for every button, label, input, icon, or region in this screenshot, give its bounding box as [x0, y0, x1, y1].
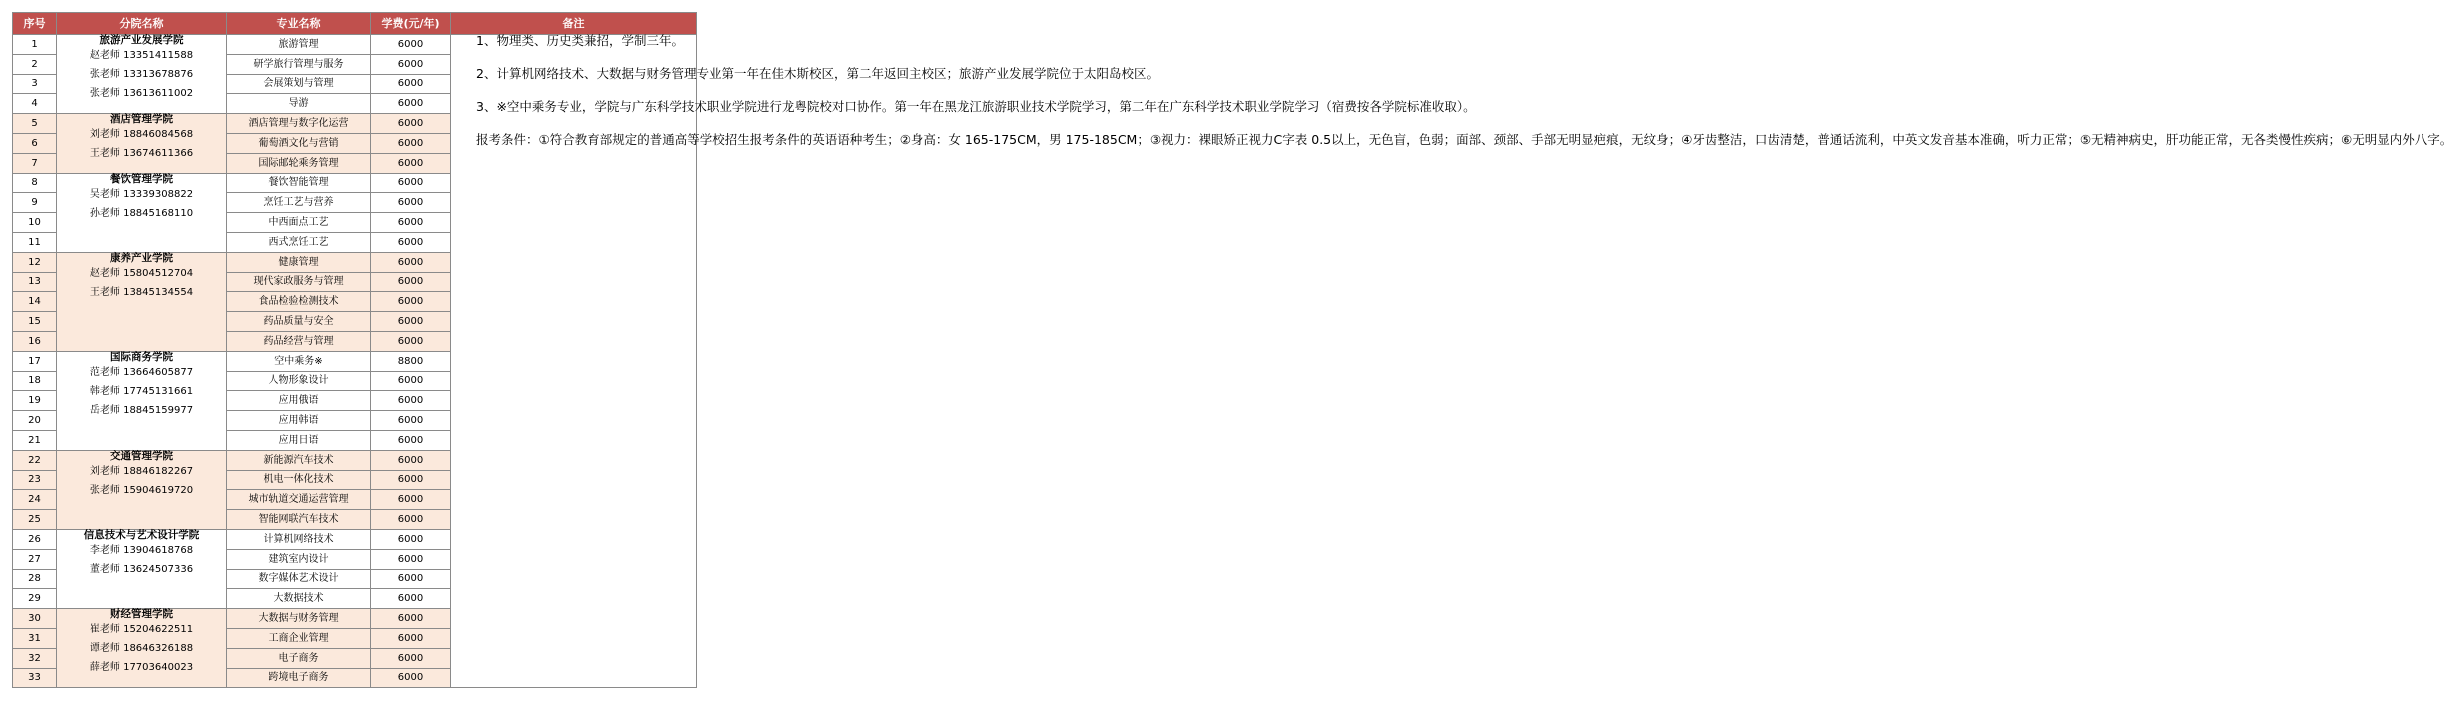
major-name: 导游	[227, 94, 371, 114]
major-name: 智能网联汽车技术	[227, 510, 371, 530]
major-name: 食品检验检测技术	[227, 292, 371, 312]
tuition-fee: 6000	[371, 252, 451, 272]
header-fee: 学费(元/年)	[371, 13, 451, 35]
college-name: 国际商务学院	[110, 350, 173, 363]
row-index: 27	[13, 549, 57, 569]
college-name: 交通管理学院	[110, 449, 173, 462]
notes-paragraph-p1: 1、物理类、历史类兼招，学制三年。	[476, 33, 684, 48]
header-row	[13, 13, 697, 35]
row-index: 29	[13, 589, 57, 609]
tuition-fee: 6000	[371, 35, 451, 55]
tuition-fee: 6000	[371, 173, 451, 193]
tuition-fee: 6000	[371, 133, 451, 153]
row-index: 12	[13, 252, 57, 272]
major-name: 中西面点工艺	[227, 213, 371, 233]
table-body	[13, 33, 2452, 688]
college-contact: 王老师 13674611366	[89, 148, 194, 160]
row-index: 3	[13, 74, 57, 94]
major-name: 葡萄酒文化与营销	[227, 133, 371, 153]
tuition-fee: 8800	[371, 351, 451, 371]
tuition-fee: 6000	[371, 411, 451, 431]
header-major: 专业名称	[227, 13, 371, 35]
major-name: 研学旅行管理与服务	[227, 54, 371, 74]
notes-paragraph-p4: 报考条件：①符合教育部规定的普通高等学校招生报考条件的英语语种考生；②身高：女 165-175CM，男 175-185CM；③视力：裸眼矫正视力C字表 0.5以上，无色盲，色弱；面部、颈部、手部无明显疤痕，无纹身；④牙齿整洁，口齿清楚，普通话流利，中英文发音基本准确，听力正常；⑤无精神病史，肝功能正常，无各类慢性疾病；⑥无明显内外八字。	[476, 132, 2452, 147]
row-index: 11	[13, 232, 57, 252]
row-index: 16	[13, 331, 57, 351]
tuition-fee: 6000	[371, 94, 451, 114]
major-name: 餐饮智能管理	[227, 173, 371, 193]
college-contact: 孙老师 18845168110	[89, 207, 194, 219]
major-name: 药品质量与安全	[227, 312, 371, 332]
tuition-fee: 6000	[371, 331, 451, 351]
tuition-fee: 6000	[371, 272, 451, 292]
major-name: 新能源汽车技术	[227, 450, 371, 470]
table-row	[13, 35, 697, 55]
row-index: 19	[13, 391, 57, 411]
row-index: 25	[13, 510, 57, 530]
row-index: 10	[13, 213, 57, 233]
admissions-table	[12, 12, 2452, 688]
row-index: 23	[13, 470, 57, 490]
college-name: 财经管理学院	[110, 608, 173, 621]
row-index: 1	[13, 35, 57, 55]
college-contact: 李老师 13904618768	[89, 544, 194, 556]
major-name: 旅游管理	[227, 35, 371, 55]
major-name: 跨境电子商务	[227, 668, 371, 688]
tuition-fee: 6000	[371, 470, 451, 490]
tuition-fee: 6000	[371, 569, 451, 589]
college-contact: 吴老师 13339308822	[89, 188, 194, 200]
college-name: 康养产业学院	[110, 251, 173, 264]
major-name: 应用俄语	[227, 391, 371, 411]
major-name: 电子商务	[227, 648, 371, 668]
major-name: 大数据技术	[227, 589, 371, 609]
college-contact: 薛老师 17703640023	[89, 662, 194, 674]
college-contact: 王老师 13845134554	[89, 286, 194, 298]
college-name: 酒店管理学院	[110, 113, 173, 126]
college-contact: 张老师 13313678876	[89, 69, 194, 80]
college-name: 信息技术与艺术设计学院	[83, 528, 200, 541]
major-name: 建筑室内设计	[227, 549, 371, 569]
row-index: 20	[13, 411, 57, 431]
major-name: 空中乘务※	[227, 351, 371, 371]
major-name: 健康管理	[227, 252, 371, 272]
college-contact: 崔老师 15204622511	[89, 624, 194, 636]
college-cell	[57, 450, 227, 529]
major-name: 应用日语	[227, 430, 371, 450]
major-name: 酒店管理与数字化运营	[227, 114, 371, 134]
notes-paragraph-p2: 2、计算机网络技术、大数据与财务管理专业第一年在佳木斯校区，第二年返回主校区；旅游产业发展学院位于太阳岛校区。	[476, 66, 1159, 81]
row-index: 24	[13, 490, 57, 510]
header-college: 分院名称	[57, 13, 227, 35]
college-name: 旅游产业发展学院	[99, 34, 184, 46]
college-contact: 岳老师 18845159977	[89, 404, 194, 416]
major-name: 应用韩语	[227, 411, 371, 431]
tuition-fee: 6000	[371, 312, 451, 332]
header-index: 序号	[13, 13, 57, 35]
major-name: 大数据与财务管理	[227, 609, 371, 629]
college-contact: 张老师 15904619720	[89, 484, 194, 496]
tuition-fee: 6000	[371, 668, 451, 688]
tuition-fee: 6000	[371, 529, 451, 549]
college-cell	[57, 529, 227, 608]
tuition-fee: 6000	[371, 391, 451, 411]
tuition-fee: 6000	[371, 450, 451, 470]
row-index: 30	[13, 609, 57, 629]
row-index: 14	[13, 292, 57, 312]
tuition-fee: 6000	[371, 628, 451, 648]
row-index: 32	[13, 648, 57, 668]
row-index: 7	[13, 153, 57, 173]
college-contact: 董老师 13624507336	[89, 563, 194, 575]
tuition-fee: 6000	[371, 609, 451, 629]
college-contact: 刘老师 18846084568	[89, 129, 194, 141]
college-contact: 刘老师 18846182267	[89, 465, 194, 477]
tuition-fee: 6000	[371, 430, 451, 450]
major-name: 计算机网络技术	[227, 529, 371, 549]
row-index: 31	[13, 628, 57, 648]
row-index: 6	[13, 133, 57, 153]
college-contact: 韩老师 17745131661	[89, 385, 194, 397]
college-cell	[57, 114, 227, 173]
major-name: 城市轨道交通运营管理	[227, 490, 371, 510]
header-notes: 备注	[451, 13, 697, 35]
tuition-fee: 6000	[371, 213, 451, 233]
row-index: 5	[13, 114, 57, 134]
row-index: 18	[13, 371, 57, 391]
major-name: 现代家政服务与管理	[227, 272, 371, 292]
tuition-fee: 6000	[371, 193, 451, 213]
major-name: 西式烹饪工艺	[227, 232, 371, 252]
row-index: 9	[13, 193, 57, 213]
college-contact: 范老师 13664605877	[89, 366, 194, 378]
tuition-fee: 6000	[371, 490, 451, 510]
tuition-fee: 6000	[371, 153, 451, 173]
tuition-fee: 6000	[371, 292, 451, 312]
row-index: 17	[13, 351, 57, 371]
major-name: 药品经营与管理	[227, 331, 371, 351]
row-index: 21	[13, 430, 57, 450]
notes-cell	[451, 33, 2452, 688]
row-index: 13	[13, 272, 57, 292]
tuition-fee: 6000	[371, 232, 451, 252]
row-index: 28	[13, 569, 57, 589]
college-contact: 赵老师 13351411588	[89, 50, 194, 61]
college-cell	[57, 252, 227, 351]
major-name: 工商企业管理	[227, 628, 371, 648]
tuition-fee: 6000	[371, 54, 451, 74]
row-index: 26	[13, 529, 57, 549]
row-index: 4	[13, 94, 57, 114]
major-name: 烹饪工艺与营养	[227, 193, 371, 213]
college-contact: 谭老师 18646326188	[89, 643, 194, 655]
row-index: 22	[13, 450, 57, 470]
tuition-fee: 6000	[371, 371, 451, 391]
college-cell	[57, 609, 227, 688]
tuition-fee: 6000	[371, 589, 451, 609]
college-contact: 赵老师 15804512704	[89, 267, 194, 279]
row-index: 15	[13, 312, 57, 332]
row-index: 8	[13, 173, 57, 193]
row-index: 33	[13, 668, 57, 688]
college-name: 餐饮管理学院	[110, 172, 173, 185]
college-cell	[57, 351, 227, 450]
tuition-fee: 6000	[371, 510, 451, 530]
college-cell	[57, 35, 227, 114]
major-name: 数字媒体艺术设计	[227, 569, 371, 589]
college-cell	[57, 173, 227, 252]
tuition-fee: 6000	[371, 74, 451, 94]
tuition-fee: 6000	[371, 648, 451, 668]
major-name: 国际邮轮乘务管理	[227, 153, 371, 173]
major-name: 人物形象设计	[227, 371, 371, 391]
notes-paragraph-p3: 3、※空中乘务专业，学院与广东科学技术职业学院进行龙粤院校对口协作。第一年在黑龙江旅游职业技术学院学习，第二年在广东科学技术职业学院学习（宿费按各学院标准收取）。	[476, 99, 1476, 114]
tuition-fee: 6000	[371, 549, 451, 569]
major-name: 会展策划与管理	[227, 74, 371, 94]
tuition-fee: 6000	[371, 114, 451, 134]
college-contact: 张老师 13613611002	[89, 88, 194, 99]
row-index: 2	[13, 54, 57, 74]
major-name: 机电一体化技术	[227, 470, 371, 490]
